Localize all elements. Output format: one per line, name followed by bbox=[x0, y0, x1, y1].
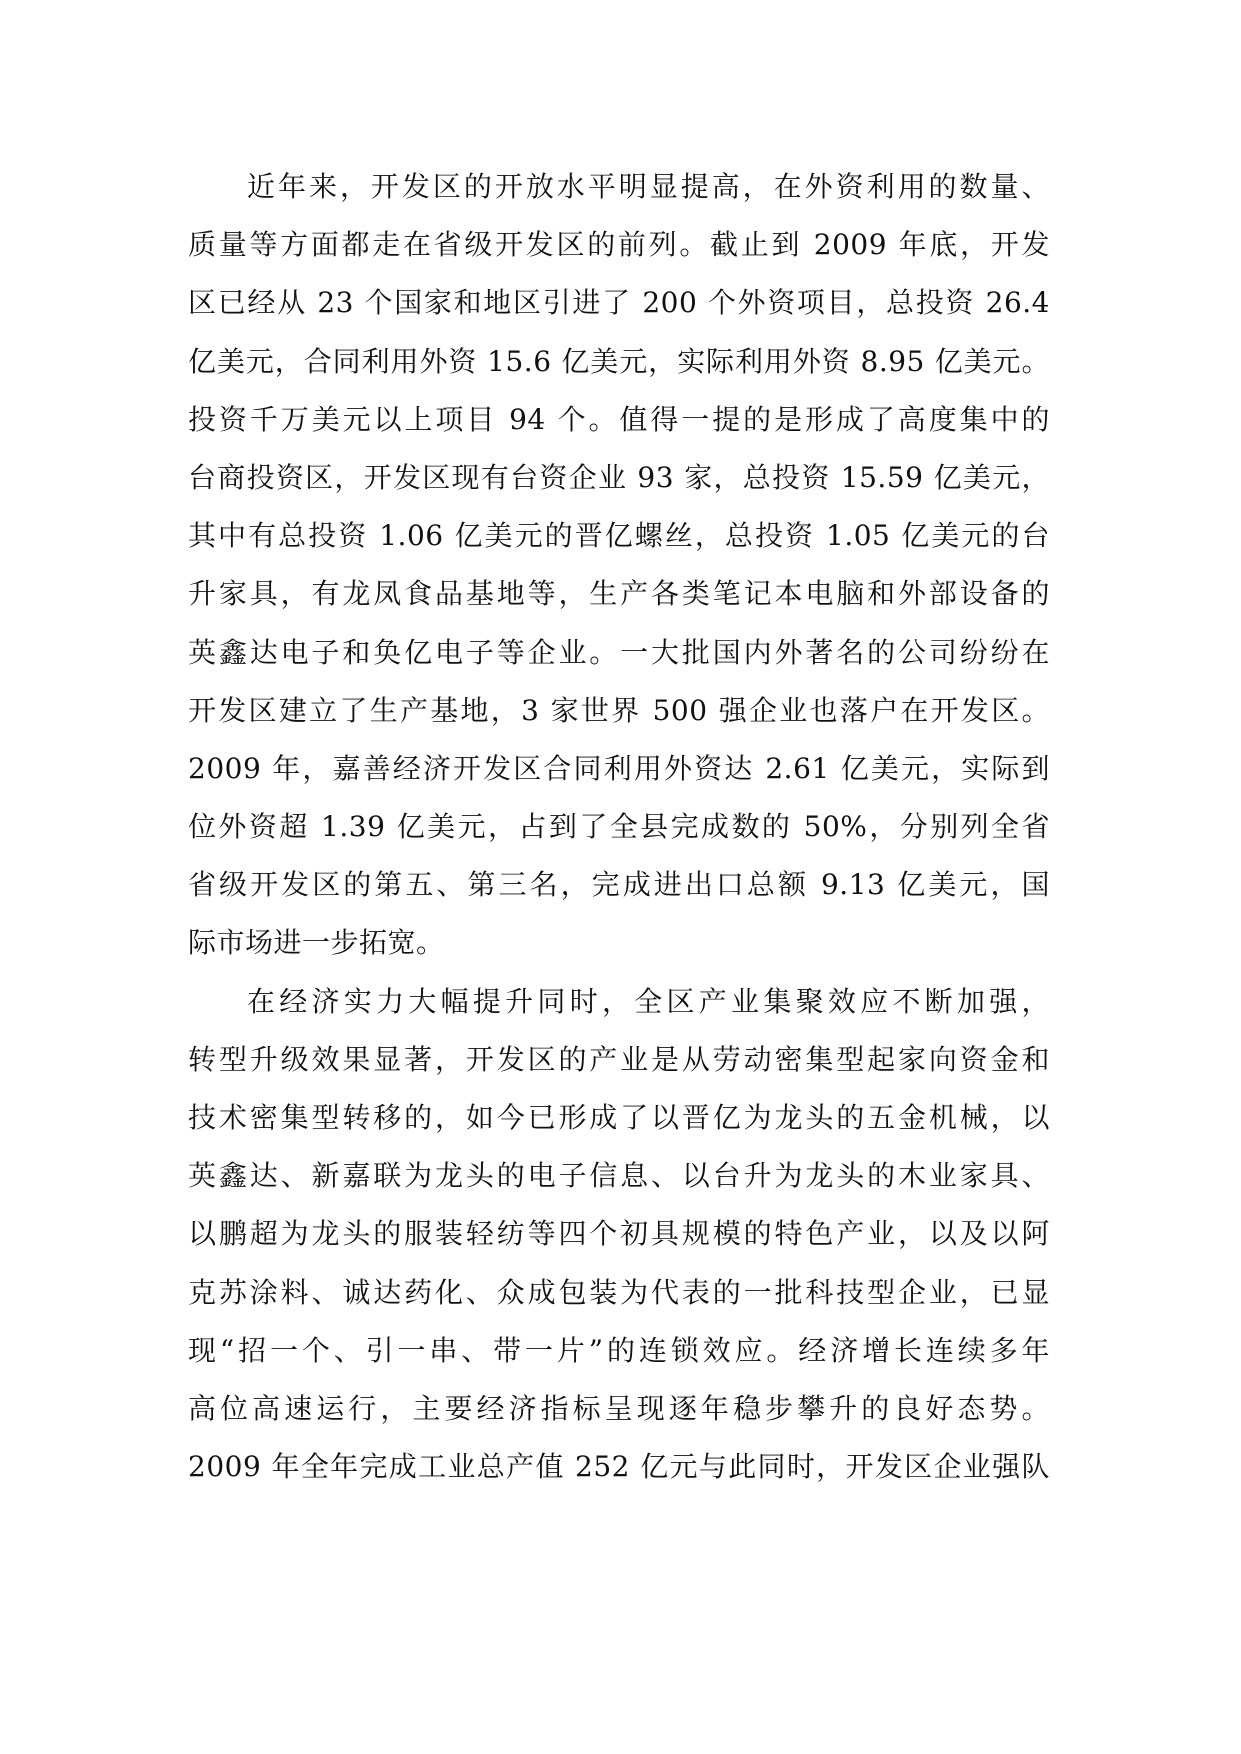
paragraph-1 bbox=[188, 158, 1050, 973]
text-line: 英鑫达、新嘉联为龙头的电子信息、以台升为龙头的木业家具、 bbox=[188, 1159, 1050, 1193]
text-line: 2009 年，嘉善经济开发区合同利用外资达 2.61 亿美元，实际到 bbox=[188, 751, 1050, 785]
paragraph-2 bbox=[188, 973, 1050, 1497]
text-line: 在经济实力大幅提升同时，全区产业集聚效应不断加强， bbox=[247, 984, 1050, 1018]
text-line: 升家具，有龙凤食品基地等，生产各类笔记本电脑和外部设备的 bbox=[188, 577, 1050, 611]
text-line: 现“招一个、引一串、带一片”的连锁效应。经济增长连续多年 bbox=[188, 1333, 1050, 1367]
text-line: 以鹏超为龙头的服装轻纺等四个初具规模的特色产业，以及以阿 bbox=[188, 1217, 1050, 1251]
text-line: 近年来，开发区的开放水平明显提高，在外资利用的数量、 bbox=[247, 170, 1050, 203]
text-line: 亿美元，合同利用外资 15.6 亿美元，实际利用外资 8.95 亿美元。 bbox=[188, 344, 1050, 378]
text-line: 质量等方面都走在省级开发区的前列。截止到 2009 年底，开发 bbox=[188, 228, 1050, 262]
text-line: 高位高速运行，主要经济指标呈现逐年稳步攀升的良好态势。 bbox=[188, 1391, 1050, 1425]
text-line: 2009 年全年完成工业总产值 252 亿元与此同时，开发区企业强队 bbox=[188, 1450, 1050, 1484]
text-line: 投资千万美元以上项目 94 个。值得一提的是形成了高度集中的 bbox=[188, 402, 1050, 436]
text-line: 台商投资区，开发区现有台资企业 93 家，总投资 15.59 亿美元， bbox=[188, 460, 1050, 494]
text-line: 转型升级效果显著，开发区的产业是从劳动密集型起家向资金和 bbox=[188, 1042, 1050, 1076]
text-line: 开发区建立了生产基地，3 家世界 500 强企业也落户在开发区。 bbox=[188, 693, 1050, 727]
text-line: 克苏涂料、诚达药化、众成包装为代表的一批科技型企业，已显 bbox=[188, 1275, 1050, 1309]
text-line: 英鑫达电子和奂亿电子等企业。一大批国内外著名的公司纷纷在 bbox=[188, 635, 1050, 669]
text-line: 其中有总投资 1.06 亿美元的晋亿螺丝，总投资 1.05 亿美元的台 bbox=[188, 519, 1050, 553]
document-body bbox=[188, 158, 1050, 1496]
text-line: 际市场进一步拓宽。 bbox=[188, 926, 445, 960]
text-line: 区已经从 23 个国家和地区引进了 200 个外资项目，总投资 26.4 bbox=[188, 286, 1050, 320]
text-line: 省级开发区的第五、第三名，完成进出口总额 9.13 亿美元，国 bbox=[188, 868, 1050, 902]
text-line: 位外资超 1.39 亿美元，占到了全县完成数的 50%，分别列全省 bbox=[188, 810, 1050, 844]
text-line: 技术密集型转移的，如今已形成了以晋亿为龙头的五金机械，以 bbox=[188, 1101, 1050, 1134]
